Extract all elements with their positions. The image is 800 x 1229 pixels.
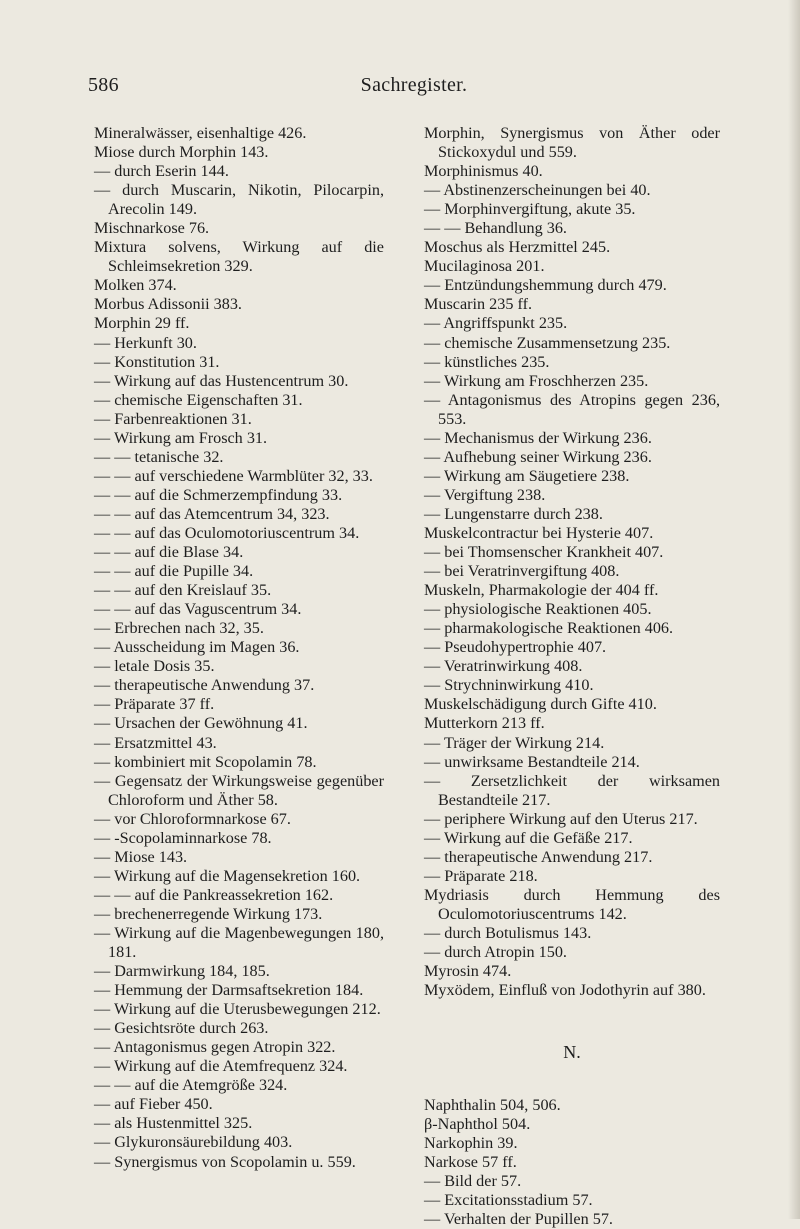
index-entry: — therapeutische Anwendung 37. [94,676,315,695]
index-entry: — Vergiftung 238. [424,485,546,504]
index-entry: Mutterkorn 213 ff. [424,714,545,733]
index-entry: — — auf das Vaguscentrum 34. [94,600,302,619]
index-entry: — — auf das Atemcentrum 34, 323. [94,504,330,523]
index-entry: — Darmwirkung 184, 185. [94,962,270,981]
index-entry: Morphin, Synergismus von Äther oder Stickoxydul und 559. [424,124,720,162]
index-entry: — Erbrechen nach 32, 35. [94,619,264,638]
running-title: Sachregister. [360,74,468,96]
index-entry: Morphin 29 ff. [94,314,190,333]
index-column-left [94,124,384,1172]
index-entry: Muscarin 235 ff. [424,295,533,314]
index-entry: — Wirkung am Frosch 31. [94,428,268,447]
index-entry: — Angriffspunkt 235. [424,314,568,333]
index-entry: — Gesichtsröte durch 263. [94,1019,269,1038]
index-entry: — Zersetzlichkeit der wirksamen Bestandteile 217. [424,771,720,809]
index-entry: — Entzündungshemmung durch 479. [424,276,667,295]
page-number: 586 [88,74,119,96]
index-entry: — als Hustenmittel 325. [94,1114,253,1133]
index-entry: Myrosin 474. [424,962,512,981]
index-entry: β-Naphthol 504. [424,1115,531,1134]
page-header [88,74,740,100]
index-entry: — Träger der Wirkung 214. [424,733,605,752]
index-entry: — Bild der 57. [424,1172,522,1191]
page-edge-shadow [788,0,800,1219]
index-entry: — — tetanische 32. [94,447,224,466]
index-entry: Narkose 57 ff. [424,1153,517,1172]
index-entry: — Abstinenzerscheinungen bei 40. [424,181,651,200]
index-entry: Muskeln, Pharmakologie der 404 ff. [424,581,659,600]
index-entries-n [424,1096,720,1229]
index-entry: — durch Muscarin, Nikotin, Pilocarpin, Arecolin 149. [94,181,384,219]
index-entry: — Präparate 218. [424,866,538,885]
index-entry: — pharmakologische Reaktionen 406. [424,619,674,638]
index-entry: — Lungenstarre durch 238. [424,504,603,523]
section-spacer [424,1000,720,1043]
index-entry: — physiologische Reaktionen 405. [424,600,652,619]
index-entries-m [424,124,720,1000]
index-entry: Naphthalin 504, 506. [424,1096,561,1115]
index-entry: Morbus Adissonii 383. [94,295,242,314]
index-entry: — Strychninwirkung 410. [424,676,594,695]
index-entry: — periphere Wirkung auf den Uterus 217. [424,809,698,828]
index-entry: — Veratrinwirkung 408. [424,657,583,676]
index-column-right [424,124,720,1229]
index-entry: — Antagonismus gegen Atropin 322. [94,1038,336,1057]
index-entry: — Excitationsstadium 57. [424,1191,593,1210]
index-entry: Narkophin 39. [424,1134,518,1153]
index-entry: — Konstitution 31. [94,352,220,371]
index-entry: — unwirksame Bestandteile 214. [424,752,640,771]
index-entry: — Wirkung auf das Hustencentrum 30. [94,371,349,390]
index-entry: — -Scopolaminnarkose 78. [94,828,272,847]
index-entry: — — Behandlung 36. [424,219,567,238]
index-entry: Myxödem, Einfluß von Jodothyrin auf 380. [424,981,706,1000]
index-entry: Mixtura solvens, Wirkung auf die Schleimsekretion 329. [94,238,384,276]
index-entry: — bei Veratrinvergiftung 408. [424,562,620,581]
index-entry: — Wirkung auf die Magensekretion 160. [94,866,361,885]
index-entry: — Verhalten der Pupillen 57. [424,1210,613,1229]
index-entry: — Ersatzmittel 43. [94,733,217,752]
index-entry: — — auf die Pankreassekretion 162. [94,885,334,904]
index-entry: — Glykuronsäurebildung 403. [94,1133,293,1152]
index-entry: — Aufhebung seiner Wirkung 236. [424,447,652,466]
index-entry: Mineralwässer, eisenhaltige 426. [94,124,307,142]
index-entry: — Hemmung der Darmsaftsekretion 184. [94,981,364,1000]
index-entry: Mydriasis durch Hemmung des Oculomotoriuscentrums 142. [424,885,720,923]
index-entry: Moschus als Herzmittel 245. [424,238,611,257]
index-entry: — bei Thomsenscher Krankheit 407. [424,543,664,562]
index-entry: — — auf das Oculomotoriuscentrum 34. [94,523,360,542]
index-entry: — Pseudohypertrophie 407. [424,638,607,657]
section-spacer [424,1062,720,1096]
index-entry: Muskelcontractur bei Hysterie 407. [424,523,654,542]
index-entry: — Gegensatz der Wirkungsweise gegenüber Chloroform und Äther 58. [94,771,384,809]
index-entry: — therapeutische Anwendung 217. [424,847,653,866]
index-entry: — Ursachen der Gewöhnung 41. [94,714,308,733]
index-entry: — auf Fieber 450. [94,1095,213,1114]
index-entry: — durch Botulismus 143. [424,923,592,942]
section-letter-n: N. [563,1042,581,1063]
index-entry: Molken 374. [94,276,177,295]
index-entry: Muskelschädigung durch Gifte 410. [424,695,657,714]
index-entry: — — auf die Atemgröße 324. [94,1076,288,1095]
index-entry: — — auf verschiedene Warmblüter 32, 33. [94,466,373,485]
index-entry: — Morphinvergiftung, akute 35. [424,200,636,219]
index-entry: — Wirkung am Froschherzen 235. [424,371,649,390]
index-entry: Miose durch Morphin 143. [94,143,269,162]
index-entry: — Miose 143. [94,847,188,866]
index-entry: — kombiniert mit Scopolamin 78. [94,752,317,771]
index-entry: Mucilaginosa 201. [424,257,545,276]
index-entry: — Ausscheidung im Magen 36. [94,638,300,657]
index-entry: — durch Eserin 144. [94,162,229,181]
index-entry: — Wirkung auf die Gefäße 217. [424,828,633,847]
index-entry: — chemische Eigenschaften 31. [94,390,303,409]
index-entry: — — auf den Kreislauf 35. [94,581,272,600]
index-entry: — Präparate 37 ff. [94,695,215,714]
index-entry: — durch Atropin 150. [424,943,567,962]
index-entry: — Herkunft 30. [94,333,197,352]
index-entry: Mischnarkose 76. [94,219,210,238]
index-entry: — brechenerregende Wirkung 173. [94,904,323,923]
index-entry: — Synergismus von Scopolamin u. 559. [94,1152,356,1171]
index-entry: — chemische Zusammensetzung 235. [424,333,671,352]
index-entry: — Wirkung auf die Uterusbewegungen 212. [94,1000,381,1019]
index-entry: — Wirkung auf die Magenbewegungen 180, 181. [94,923,384,962]
index-entry: — Mechanismus der Wirkung 236. [424,428,652,447]
index-entry: — künstliches 235. [424,352,550,371]
index-entry: — Antagonismus des Atropins gegen 236, 553. [424,390,720,428]
index-entry: — — auf die Schmerzempfindung 33. [94,485,343,504]
index-entry: — Wirkung auf die Atemfrequenz 324. [94,1057,348,1076]
index-entry: Morphinismus 40. [424,162,543,181]
index-entry: — Farbenreaktionen 31. [94,409,252,428]
index-entry: — — auf die Pupille 34. [94,562,254,581]
index-entry: — vor Chloroformnarkose 67. [94,809,291,828]
index-entry: — Wirkung am Säugetiere 238. [424,466,630,485]
index-entry: — letale Dosis 35. [94,657,215,676]
index-entry: — — auf die Blase 34. [94,543,244,562]
